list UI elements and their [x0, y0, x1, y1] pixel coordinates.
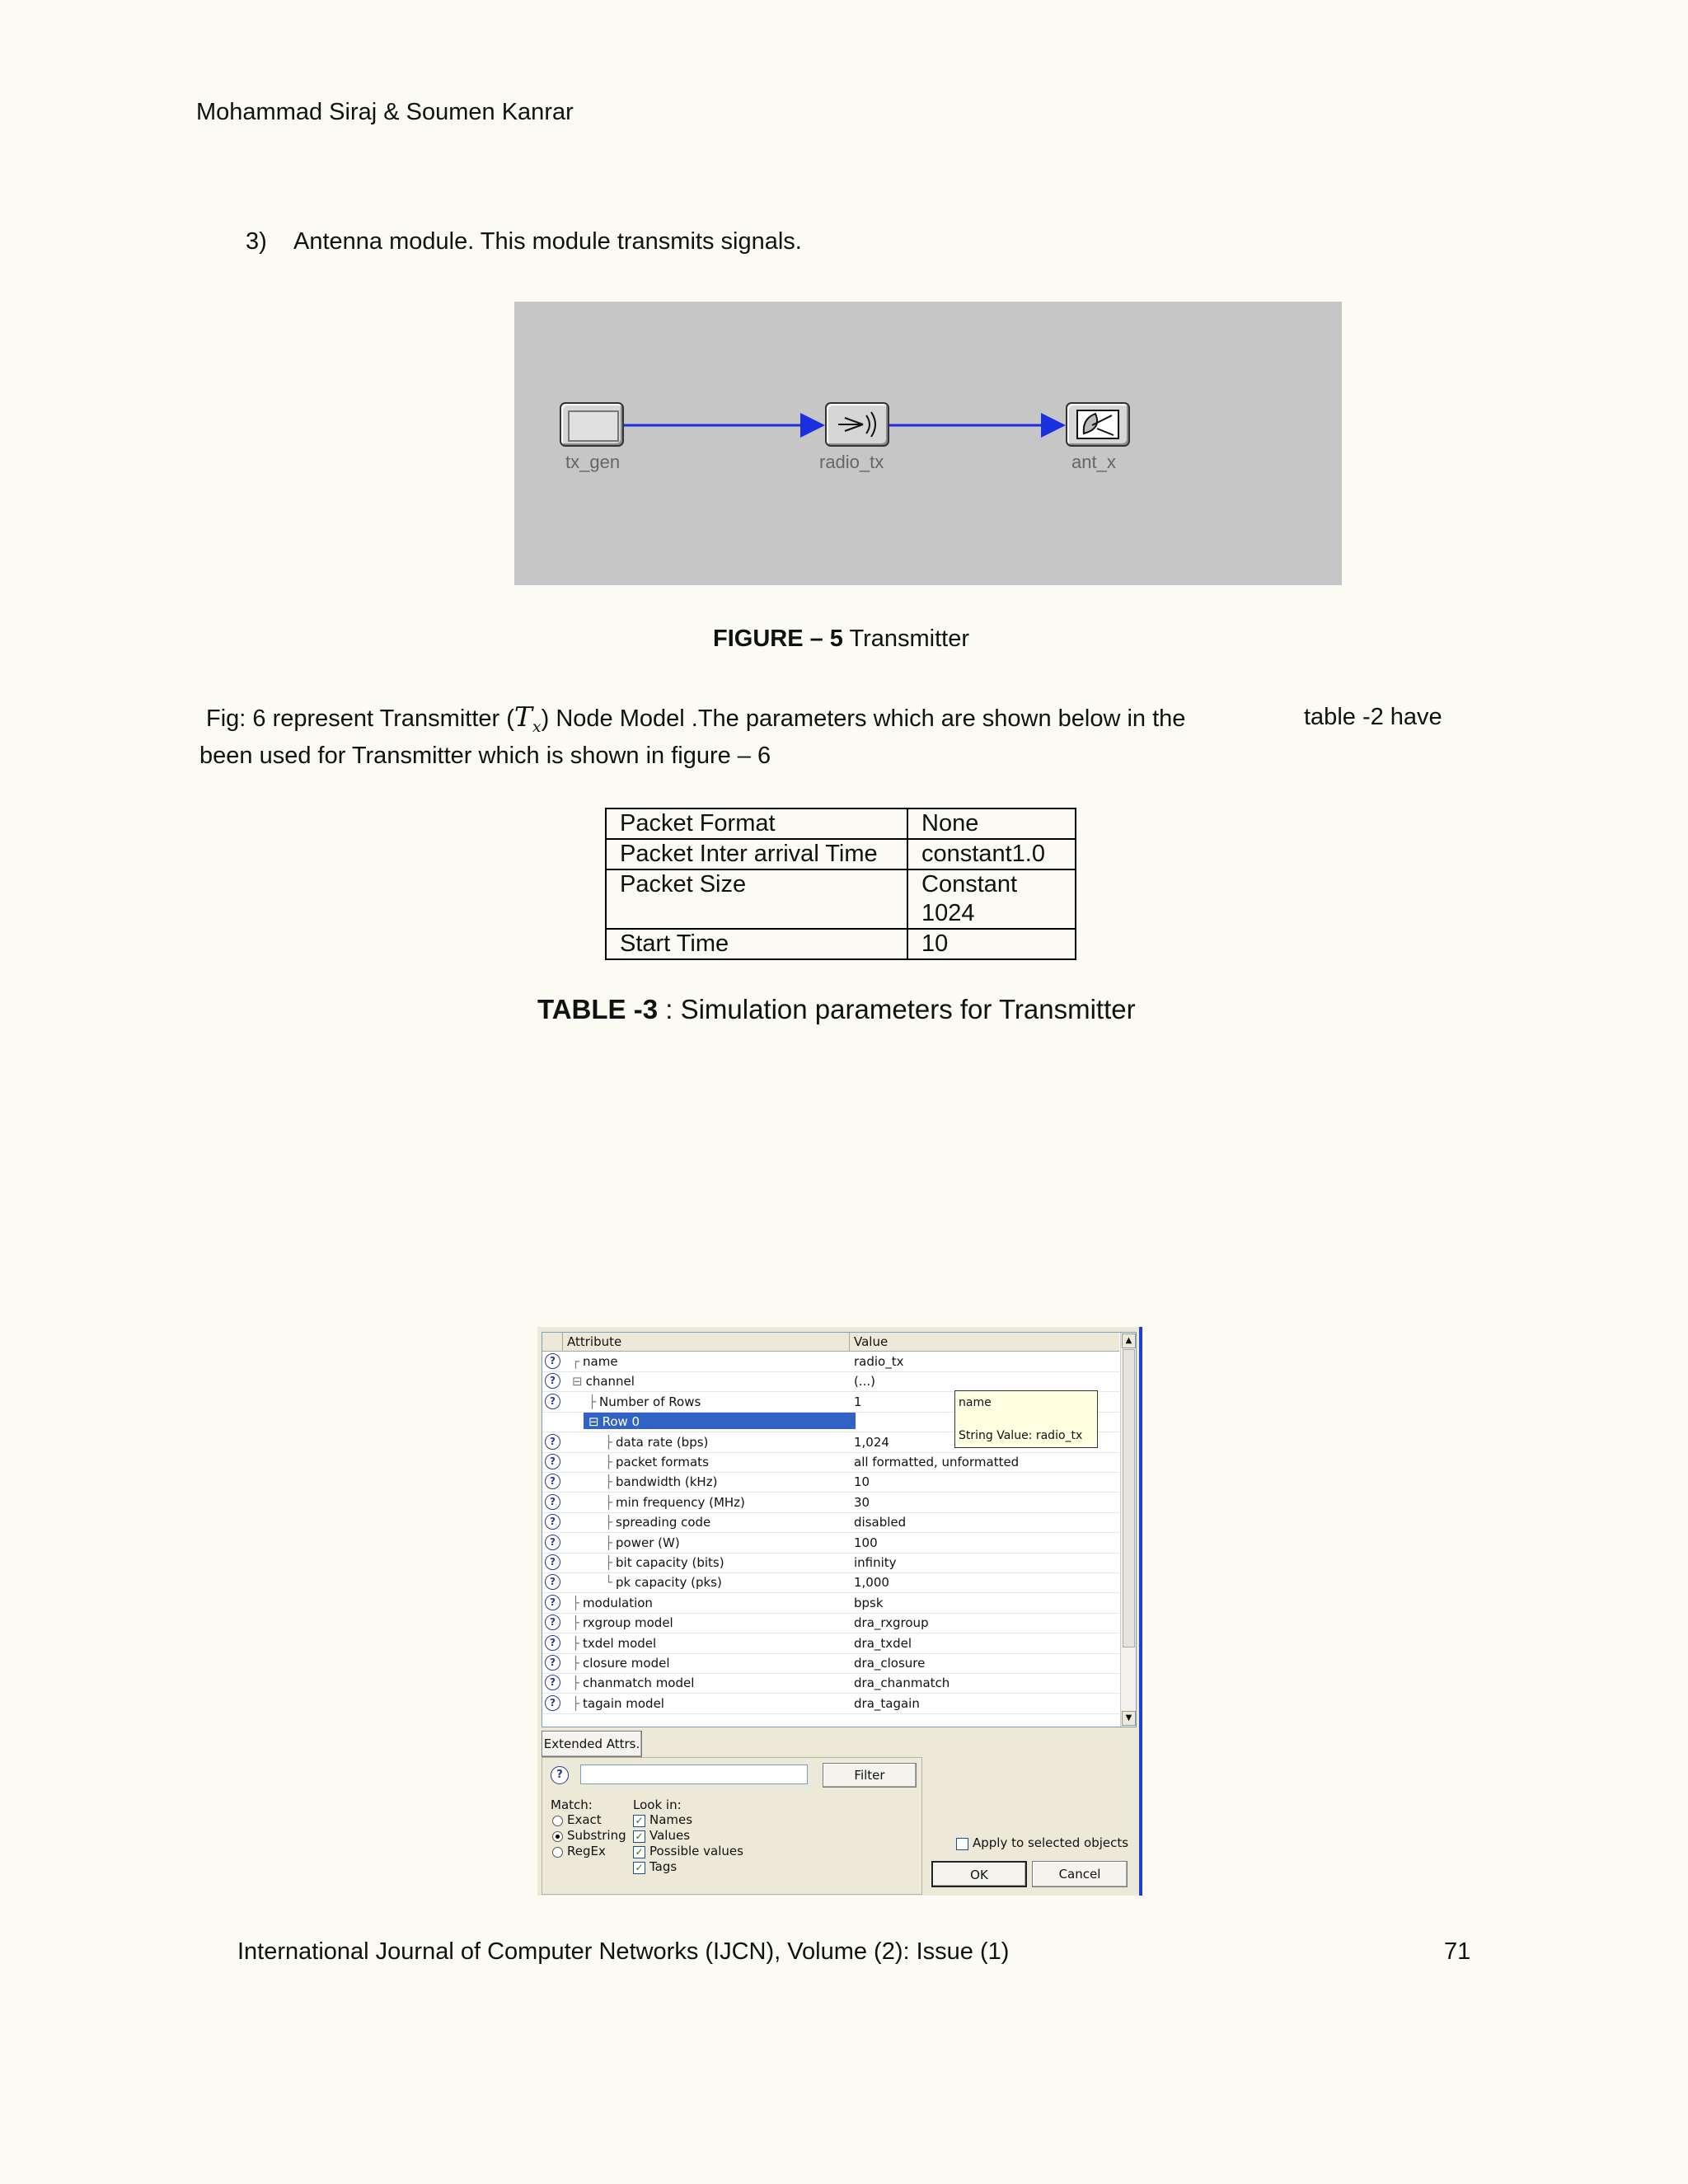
attribute-value[interactable]: dra_rxgroup	[854, 1615, 929, 1631]
table-row[interactable]	[542, 1452, 1119, 1473]
table-row[interactable]	[542, 1572, 1119, 1593]
body-text: ) Node Model .The parameters which are shown below in the	[541, 705, 1186, 732]
help-icon[interactable]: ?	[545, 1554, 560, 1570]
link-arrows	[514, 302, 1342, 585]
table-row[interactable]	[542, 1553, 1119, 1573]
help-icon[interactable]: ?	[545, 1635, 560, 1651]
table-row	[606, 808, 1076, 839]
attribute-label: spreading code	[616, 1515, 711, 1530]
node-label-tx-gen: tx_gen	[565, 452, 621, 472]
help-icon[interactable]: ?	[551, 1766, 569, 1784]
attribute-name	[572, 1636, 656, 1651]
column-header-attribute[interactable]: Attribute	[567, 1334, 622, 1349]
attribute-value[interactable]: 10	[854, 1474, 870, 1490]
attribute-label: Number of Rows	[599, 1394, 701, 1409]
tree-connector: ┌	[572, 1354, 580, 1369]
tooltip-value: String Value: radio_tx	[959, 1429, 1083, 1442]
attribute-value[interactable]: disabled	[854, 1515, 907, 1530]
lookin-names-label[interactable]: Names	[649, 1812, 693, 1827]
attribute-grid[interactable]	[542, 1332, 1137, 1727]
running-header: Mohammad Siraj & Soumen Kanrar	[196, 99, 574, 125]
attribute-value[interactable]: 1,000	[854, 1575, 889, 1591]
tree-connector: ├	[605, 1535, 613, 1550]
grid-header	[542, 1333, 1119, 1352]
match-exact-label[interactable]: Exact	[567, 1812, 602, 1827]
help-icon[interactable]: ?	[545, 1373, 560, 1389]
help-icon[interactable]: ?	[545, 1394, 560, 1409]
attribute-label: power (W)	[616, 1535, 680, 1550]
table-row[interactable]	[542, 1493, 1119, 1513]
attribute-label: data rate (bps)	[616, 1434, 709, 1450]
match-regex-label[interactable]: RegEx	[567, 1844, 606, 1858]
attribute-value[interactable]: 30	[854, 1494, 870, 1510]
ok-button[interactable]: OK	[931, 1861, 1027, 1887]
attribute-value[interactable]: bpsk	[854, 1595, 884, 1610]
attribute-label: closure model	[583, 1656, 670, 1671]
table-row[interactable]	[542, 1653, 1119, 1674]
symbol-T: T	[513, 701, 532, 733]
attribute-label: bandwidth (kHz)	[616, 1474, 718, 1490]
symbol-subscript-x: x	[532, 717, 542, 736]
attribute-label: modulation	[583, 1595, 653, 1610]
attribute-name	[572, 1354, 618, 1369]
attribute-name	[605, 1435, 708, 1450]
attribute-name	[572, 1675, 694, 1690]
filter-input[interactable]	[580, 1765, 808, 1784]
table-row[interactable]	[542, 1694, 1119, 1714]
attribute-name	[605, 1515, 710, 1530]
tree-connector: └	[605, 1575, 613, 1591]
table-cell: Packet Format	[606, 808, 907, 839]
body-paragraph-line-2: been used for Transmitter which is shown in figure – 6	[199, 743, 771, 769]
help-icon[interactable]: ?	[545, 1353, 560, 1369]
attribute-label: min frequency (MHz)	[616, 1494, 745, 1510]
lookin-possible-values-checkbox[interactable]: ✓	[633, 1846, 645, 1858]
page-number: 71	[1444, 1938, 1471, 1965]
attribute-value[interactable]: 1	[854, 1394, 862, 1409]
attribute-name	[605, 1575, 722, 1590]
help-icon[interactable]: ?	[545, 1695, 560, 1711]
tooltip-title: name	[959, 1396, 992, 1409]
table-cell: Packet Size	[606, 869, 907, 929]
attribute-name	[572, 1696, 664, 1711]
vertical-scrollbar[interactable]	[1120, 1333, 1136, 1727]
tree-connector: ├	[605, 1455, 613, 1469]
tooltip	[954, 1390, 1098, 1448]
node-label-ant-x: ant_x	[1071, 452, 1116, 472]
attribute-name	[572, 1615, 673, 1630]
help-icon[interactable]: ?	[545, 1514, 560, 1530]
simulation-parameters-table	[605, 808, 1076, 960]
filter-group	[542, 1757, 922, 1895]
attribute-name	[605, 1535, 680, 1550]
table-row[interactable]	[542, 1352, 1119, 1372]
radio-transmitter-icon	[827, 404, 888, 445]
match-regex-radio[interactable]	[552, 1847, 563, 1858]
radio-tx-node[interactable]	[825, 402, 889, 447]
table-cell: Packet Inter arrival Time	[606, 839, 907, 869]
tree-connector: ├	[605, 1555, 613, 1570]
attribute-name	[572, 1656, 670, 1671]
attribute-value[interactable]: (...)	[854, 1374, 876, 1390]
table-row	[606, 839, 1076, 869]
list-number: 3)	[246, 228, 267, 255]
tree-connector: ├	[572, 1675, 580, 1691]
attribute-value[interactable]: dra_txdel	[854, 1635, 912, 1651]
table-row	[606, 869, 1076, 929]
journal-footer: International Journal of Computer Networks (IJCN), Volume (2): Issue (1)	[237, 1938, 1010, 1965]
cancel-button[interactable]: Cancel	[1032, 1861, 1128, 1887]
table-row[interactable]	[542, 1593, 1119, 1614]
tree-connector: ├	[605, 1434, 613, 1450]
attribute-label: bit capacity (bits)	[616, 1555, 724, 1570]
attribute-name	[588, 1414, 640, 1429]
help-icon[interactable]: ?	[545, 1494, 560, 1510]
attribute-value[interactable]: dra_tagain	[854, 1695, 920, 1711]
table-row	[606, 929, 1076, 959]
lookin-tags-checkbox[interactable]: ✓	[633, 1862, 645, 1874]
table-cell: None	[907, 808, 1076, 839]
match-label: Match:	[551, 1797, 593, 1812]
tree-connector: ├	[572, 1615, 580, 1631]
attribute-name	[605, 1474, 717, 1489]
help-icon[interactable]: ?	[545, 1595, 560, 1610]
table-row[interactable]	[542, 1633, 1119, 1654]
scroll-up-icon[interactable]: ▲	[1122, 1333, 1136, 1348]
match-substring-label[interactable]: Substring	[567, 1828, 626, 1843]
attribute-value[interactable]: dra_chanmatch	[854, 1675, 950, 1691]
table-row[interactable]	[542, 1673, 1119, 1694]
tree-connector: ├	[605, 1494, 613, 1510]
satellite-dish-icon	[1067, 404, 1128, 445]
tree-connector: ├	[588, 1394, 597, 1409]
table-caption	[537, 993, 1136, 1026]
lookin-values-label[interactable]: Values	[649, 1828, 691, 1843]
attribute-value[interactable]: 100	[854, 1535, 878, 1550]
tree-connector: ├	[572, 1656, 580, 1671]
attribute-name	[588, 1394, 701, 1409]
attribute-label: packet formats	[616, 1455, 709, 1469]
attribute-name	[605, 1555, 724, 1570]
tree-connector[interactable]: ⊟	[588, 1414, 599, 1430]
table-caption-text: : Simulation parameters for Transmitter	[658, 994, 1136, 1024]
help-icon[interactable]: ?	[545, 1574, 560, 1590]
help-icon[interactable]: ?	[545, 1434, 560, 1450]
attribute-label: name	[583, 1354, 618, 1369]
lookin-tags-label[interactable]: Tags	[649, 1859, 678, 1874]
body-text-right: table -2 have	[1304, 704, 1442, 730]
table-row[interactable]	[542, 1512, 1119, 1533]
scrollbar-thumb[interactable]	[1123, 1349, 1135, 1647]
help-icon[interactable]: ?	[545, 1474, 560, 1489]
tx-gen-node[interactable]	[560, 402, 624, 447]
table-caption-label: TABLE -3	[537, 994, 659, 1024]
attribute-name	[572, 1596, 653, 1610]
table-row[interactable]	[542, 1472, 1119, 1493]
tree-connector: ├	[572, 1635, 580, 1651]
table-cell: constant1.0	[907, 839, 1076, 869]
attribute-name	[605, 1455, 709, 1469]
lookin-possible-values-label[interactable]: Possible values	[649, 1844, 743, 1858]
table-cell: Constant 1024	[907, 869, 1076, 929]
node-label-radio-tx: radio_tx	[819, 452, 884, 472]
help-icon[interactable]: ?	[545, 1535, 560, 1550]
lookin-values-checkbox[interactable]: ✓	[633, 1830, 645, 1843]
attribute-label: channel	[585, 1374, 635, 1390]
tree-connector: ├	[572, 1595, 580, 1610]
attribute-label: pk capacity (pks)	[616, 1575, 722, 1591]
figure-caption	[713, 624, 969, 654]
list-item-text: Antenna module. This module transmits signals.	[293, 228, 802, 255]
attribute-label: txdel model	[583, 1635, 657, 1651]
tree-connector: ├	[605, 1474, 613, 1490]
match-substring-radio[interactable]	[552, 1831, 563, 1842]
figure-caption-text: Transmitter	[842, 626, 970, 652]
apply-selected-label[interactable]: Apply to selected objects	[973, 1835, 1129, 1850]
attribute-name	[605, 1495, 745, 1510]
help-icon[interactable]: ?	[545, 1454, 560, 1469]
column-header-value[interactable]: Value	[854, 1334, 889, 1349]
attribute-value[interactable]: radio_tx	[854, 1354, 904, 1369]
table-row[interactable]	[542, 1613, 1119, 1633]
extended-attrs-button[interactable]: Extended Attrs.	[542, 1731, 642, 1757]
attribute-value[interactable]: infinity	[854, 1555, 897, 1570]
tree-connector[interactable]: ⊟	[572, 1374, 583, 1390]
attribute-name	[572, 1374, 635, 1389]
table-row[interactable]	[542, 1371, 1119, 1392]
tree-connector: ├	[605, 1515, 613, 1530]
table-cell: Start Time	[606, 929, 907, 959]
help-icon[interactable]: ?	[545, 1675, 560, 1690]
transmitter-node-diagram	[514, 302, 1342, 585]
match-exact-radio[interactable]	[552, 1816, 563, 1826]
attributes-dialog	[537, 1327, 1142, 1896]
ant-x-node[interactable]	[1066, 402, 1130, 447]
body-paragraph-line-1	[206, 702, 1185, 742]
lookin-label: Look in:	[633, 1797, 682, 1812]
apply-selected-checkbox[interactable]	[956, 1838, 968, 1850]
attribute-value[interactable]: all formatted, unformatted	[854, 1455, 1020, 1469]
tree-connector: ├	[572, 1695, 580, 1711]
help-icon[interactable]: ?	[545, 1655, 560, 1671]
attribute-label: rxgroup model	[583, 1615, 673, 1631]
attribute-label: Row 0	[602, 1414, 640, 1430]
table-row[interactable]	[542, 1533, 1119, 1554]
filter-button[interactable]: Filter	[823, 1763, 917, 1788]
scroll-down-icon[interactable]: ▼	[1122, 1711, 1136, 1726]
body-text: Fig: 6 represent Transmitter (	[206, 705, 514, 732]
attribute-label: tagain model	[583, 1695, 664, 1711]
table-cell: 10	[907, 929, 1076, 959]
attribute-value[interactable]: 1,024	[854, 1434, 889, 1450]
generator-icon	[568, 410, 619, 442]
attribute-value[interactable]: dra_closure	[854, 1656, 926, 1671]
attribute-label: chanmatch model	[583, 1675, 695, 1691]
figure-caption-label: FIGURE – 5	[713, 626, 843, 652]
help-icon[interactable]: ?	[545, 1615, 560, 1630]
lookin-names-checkbox[interactable]: ✓	[633, 1815, 645, 1827]
